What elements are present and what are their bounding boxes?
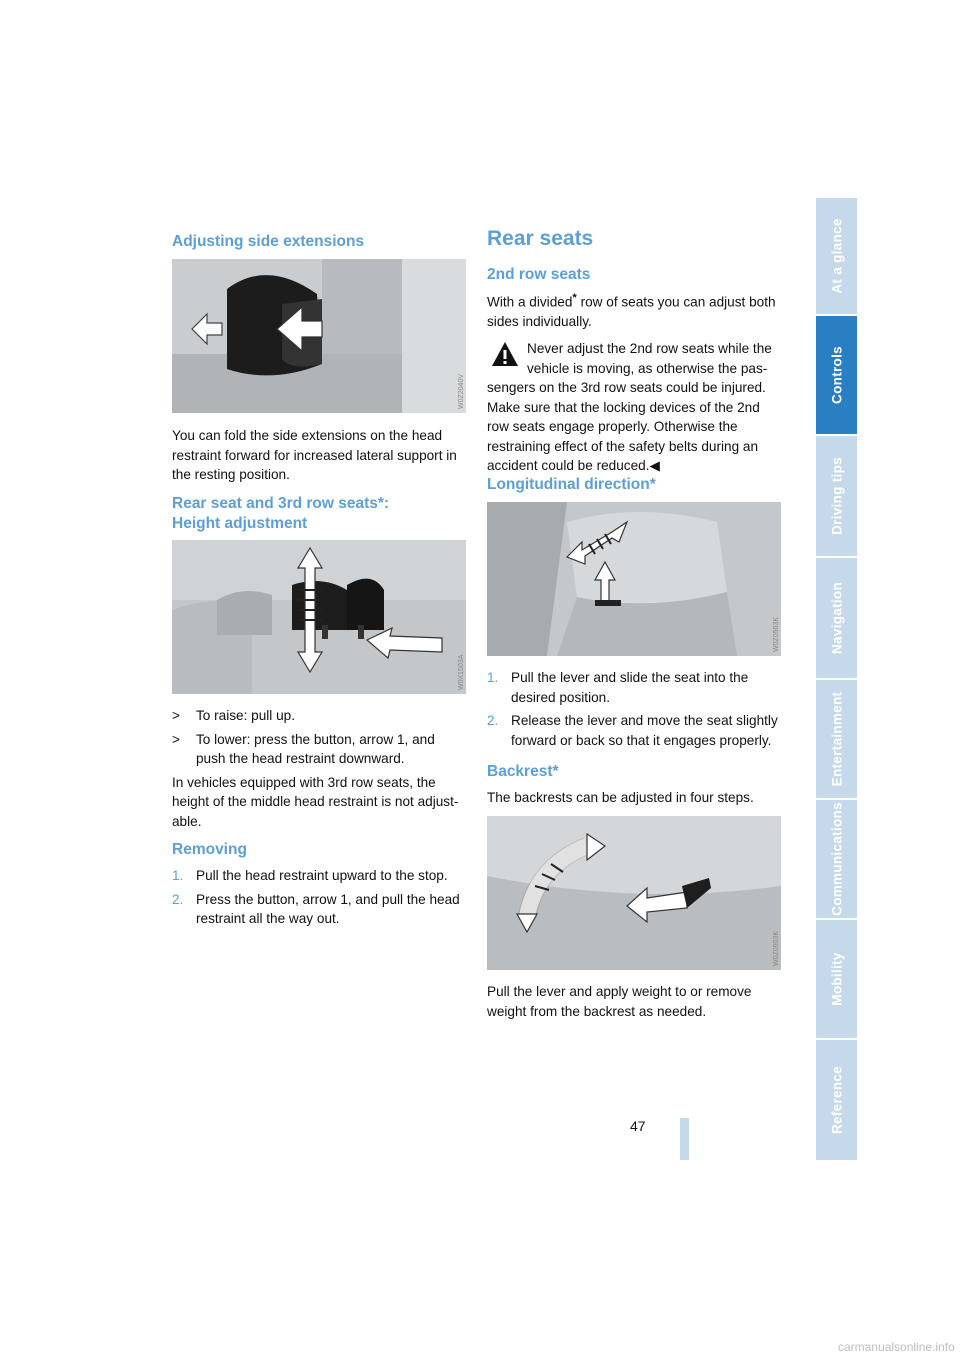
heading-longitudinal: Longitudinal direction* bbox=[487, 476, 656, 493]
right-column bbox=[487, 229, 783, 484]
longitudinal-steps bbox=[487, 668, 783, 754]
figure-longitudinal bbox=[487, 502, 781, 656]
side-tab-communications[interactable]: Communications bbox=[816, 800, 857, 918]
longitudinal-section bbox=[487, 475, 783, 495]
figure-backrest bbox=[487, 816, 781, 970]
page-number-bar bbox=[680, 1118, 689, 1160]
height-note: In vehicles equipped with 3rd row seats, the height of the middle head restraint is not adjust-able. bbox=[172, 774, 459, 829]
heading-removing: Removing bbox=[172, 841, 247, 858]
side-extensions-text: You can fold the side extensions on the head restraint forward for increased lateral support in the resting position. bbox=[172, 428, 457, 482]
side-tab-reference[interactable]: Reference bbox=[816, 1040, 857, 1160]
left-column bbox=[172, 232, 468, 252]
side-tab-at-a-glance[interactable]: At a glance bbox=[816, 198, 857, 314]
heading-2nd-row: 2nd row seats bbox=[487, 265, 591, 283]
height-section bbox=[172, 494, 468, 534]
left-column-body bbox=[172, 426, 468, 493]
page-number: 47 bbox=[630, 1118, 646, 1134]
figure-code: W0Z2040V bbox=[458, 373, 465, 409]
height-body bbox=[172, 706, 468, 839]
list-item: > To raise: pull up. bbox=[172, 708, 295, 723]
side-tab-controls[interactable]: Controls bbox=[816, 316, 857, 434]
warning-icon bbox=[491, 341, 519, 367]
list-item: 1. Pull the head restraint upward to the stop. bbox=[172, 868, 448, 883]
side-tab-mobility[interactable]: Mobility bbox=[816, 920, 857, 1038]
figure-code: W0Z0503K bbox=[773, 930, 780, 966]
list-item: 1. Pull the lever and slide the seat into the desired position. bbox=[487, 670, 749, 705]
backrest-text: Pull the lever and apply weight to or remove weight from the backrest as needed. bbox=[487, 984, 752, 1019]
side-tab-navigation[interactable]: Navigation bbox=[816, 558, 857, 678]
heading-height-line2: Height adjustment bbox=[172, 515, 308, 532]
watermark: carmanualsonline.info bbox=[838, 1340, 955, 1354]
page-title: Rear seats bbox=[487, 227, 594, 250]
list-item: 2. Press the button, arrow 1, and pull the head restraint all the way out. bbox=[172, 891, 460, 926]
list-item: > To lower: press the button, arrow 1, and push the head restraint downward. bbox=[172, 731, 435, 766]
backrest-body bbox=[487, 982, 783, 1029]
2nd-row-intro: With a divided* row of seats you can adjust both sides individually. bbox=[487, 291, 776, 329]
list-item: 2. Release the lever and move the seat slightly forward or back so that it engages properly. bbox=[487, 713, 778, 748]
side-tab-driving-tips[interactable]: Driving tips bbox=[816, 436, 857, 556]
heading-side-extensions: Adjusting side extensions bbox=[172, 233, 365, 250]
warning-block: Never adjust the 2nd row seats while the vehicle is moving, as otherwise the pas-sengers on the 3rd row seats could be injured. Make sure that the locking devices of the 2nd row seats engage properly. Otherwise the restraining effect of the safety belts during an accident could be reduced.◀ bbox=[487, 341, 772, 474]
figure-side-extensions bbox=[172, 259, 466, 413]
figure-code: W0Z0503K bbox=[773, 616, 780, 652]
side-tab-entertainment[interactable]: Entertainment bbox=[816, 680, 857, 798]
figure-height-adjustment bbox=[172, 540, 466, 694]
backrest-intro: The backrests can be adjusted in four steps. bbox=[487, 790, 754, 805]
backrest-section bbox=[487, 762, 783, 816]
heading-backrest: Backrest* bbox=[487, 763, 559, 780]
removing-section bbox=[172, 840, 468, 933]
figure-code: W0X1503A bbox=[458, 654, 465, 690]
heading-height-line1: Rear seat and 3rd row seats*: bbox=[172, 495, 390, 512]
